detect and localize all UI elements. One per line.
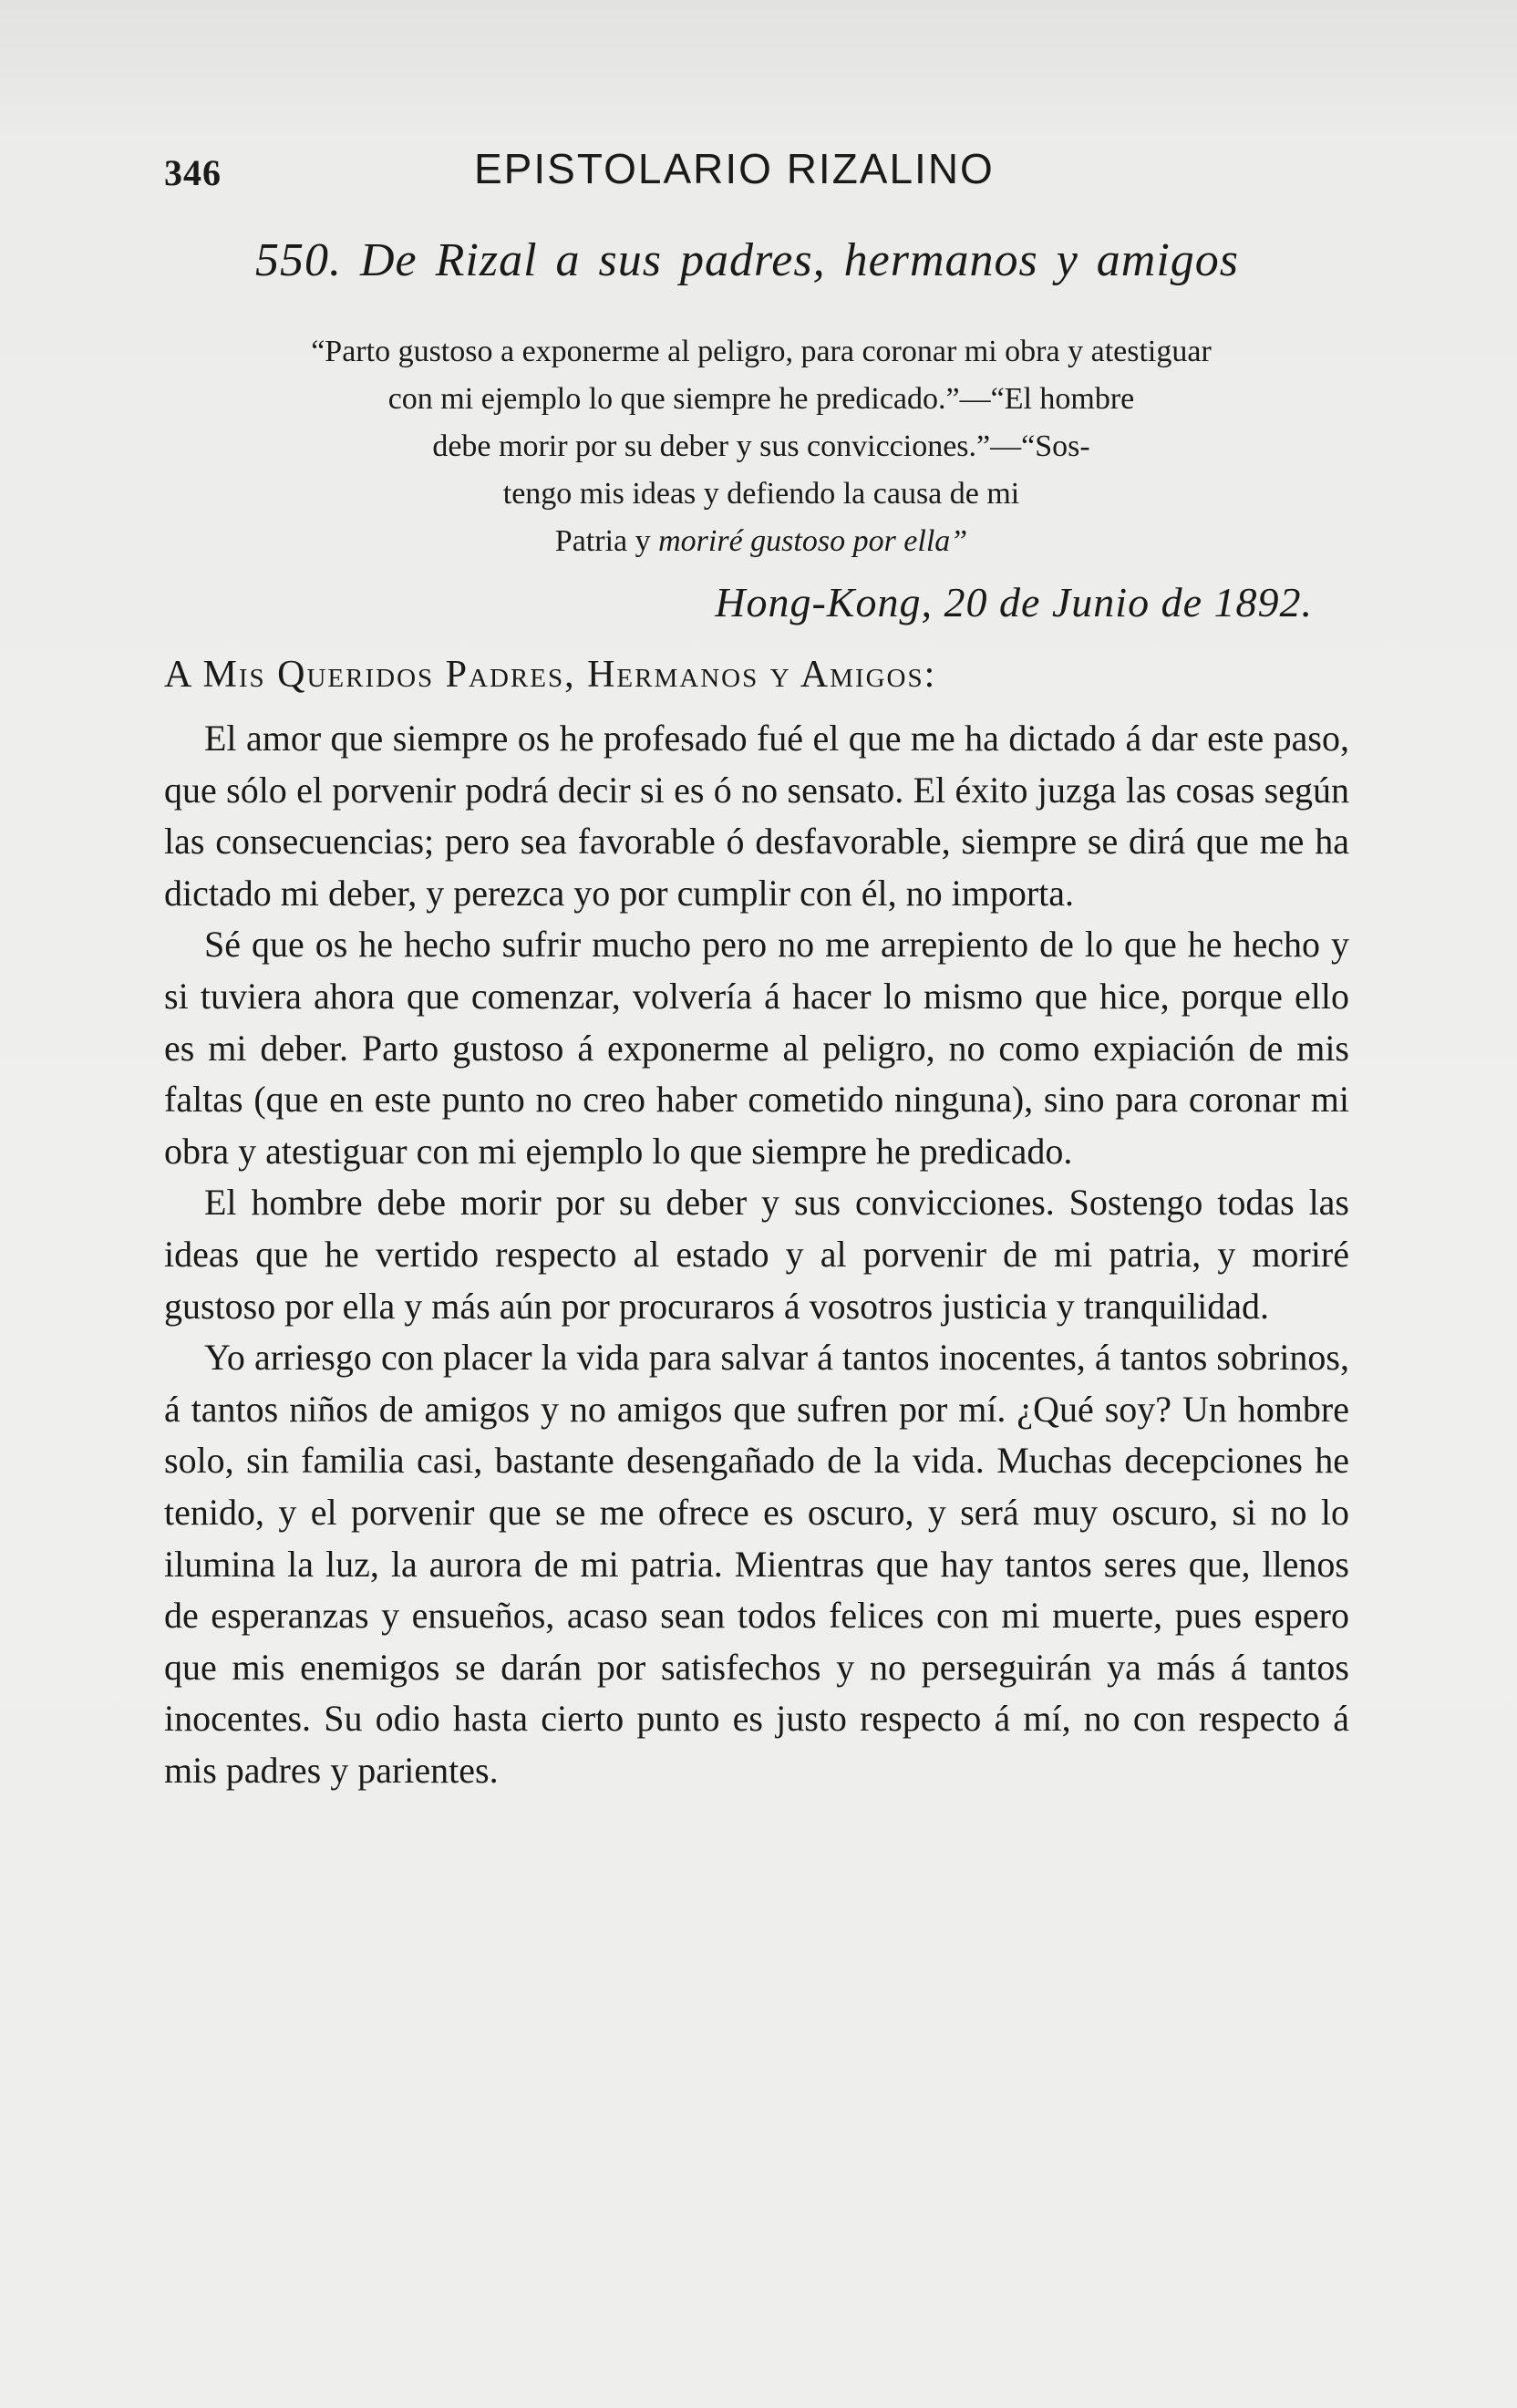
epigraph-line: “Parto gustoso a exponerme al peligro, para coronar mi obra y atestiguar (311, 335, 1212, 368)
paragraph: El hombre debe morir por su deber y sus convicciones. Sostengo todas las ideas que he vertido respecto al estado y al porvenir de mi patria, y moriré gustoso por ella y más aún por procuraros á vosotros justicia y tranquilidad. (164, 1182, 1349, 1327)
epigraph-line (164, 518, 1358, 565)
letter-title: 550. De Rizal a sus padres, hermanos y amigos (255, 234, 1240, 286)
page-number: 346 (164, 152, 222, 193)
paragraph: Sé que os he hecho sufrir mucho pero no me arrepiento de lo que he hecho y si tuviera ahora que comenzar, volvería á hacer lo mismo que hice, porque ello es mi deber. Parto gustoso á exponerme al peligro, no como expiación de mis faltas (que en este punto no creo haber cometido ninguna), sino para coronar mi obra y atestiguar con mi ejemplo lo que siempre he predicado. (164, 924, 1349, 1172)
epigraph (164, 328, 1358, 565)
epigraph-line: tengo mis ideas y defiendo la causa de mi (502, 477, 1020, 511)
epigraph-line: con mi ejemplo lo que siempre he predicado.”—“El hombre (387, 382, 1135, 416)
paragraph: Yo arriesgo con placer la vida para salvar á tantos inocentes, á tantos sobrinos, á tantos niños de amigos y no amigos que sufren por mí. ¿Qué soy? Un hombre solo, sin familia casi, bastante desengañado de la vida. Muchas decepciones he tenido, y el porvenir que se me ofrece es oscuro, y será muy oscuro, si no lo ilumina la luz, la aurora de mi patria. Mientras que hay tantos seres que, llenos de esperanzas y ensueños, acaso sean todos felices con mi muerte, pues espero que mis enemigos se darán por satisfechos y no perseguirán ya más á tantos inocentes. Su odio hasta cierto punto es justo respecto á mí, no con respecto á mis padres y parientes. (164, 1337, 1349, 1791)
epigraph-line-italic: moriré gustoso por ella” (658, 524, 968, 558)
epigraph-line-roman: Patria y (554, 524, 659, 558)
paragraph: El amor que siempre os he profesado fué el que me ha dictado á dar este paso, que sólo el porvenir podrá decir si es ó no sensato. El éxito juzga las cosas según las consecuencias; pero sea favorable ó desfavorable, siempre se dirá que me ha dictado mi deber, y perezca yo por cumplir con él, no importa. (164, 718, 1349, 914)
epigraph-line: debe morir por su deber y sus convicciones.”—“Sos- (432, 429, 1090, 463)
letter-body (164, 713, 1349, 1796)
salutation: A Mis Queridos Padres, Hermanos y Amigos: (164, 654, 937, 696)
running-head: EPISTOLARIO RIZALINO (474, 145, 995, 192)
dateline: Hong-Kong, 20 de Junio de 1892. (715, 579, 1313, 625)
page-header (164, 139, 1349, 202)
